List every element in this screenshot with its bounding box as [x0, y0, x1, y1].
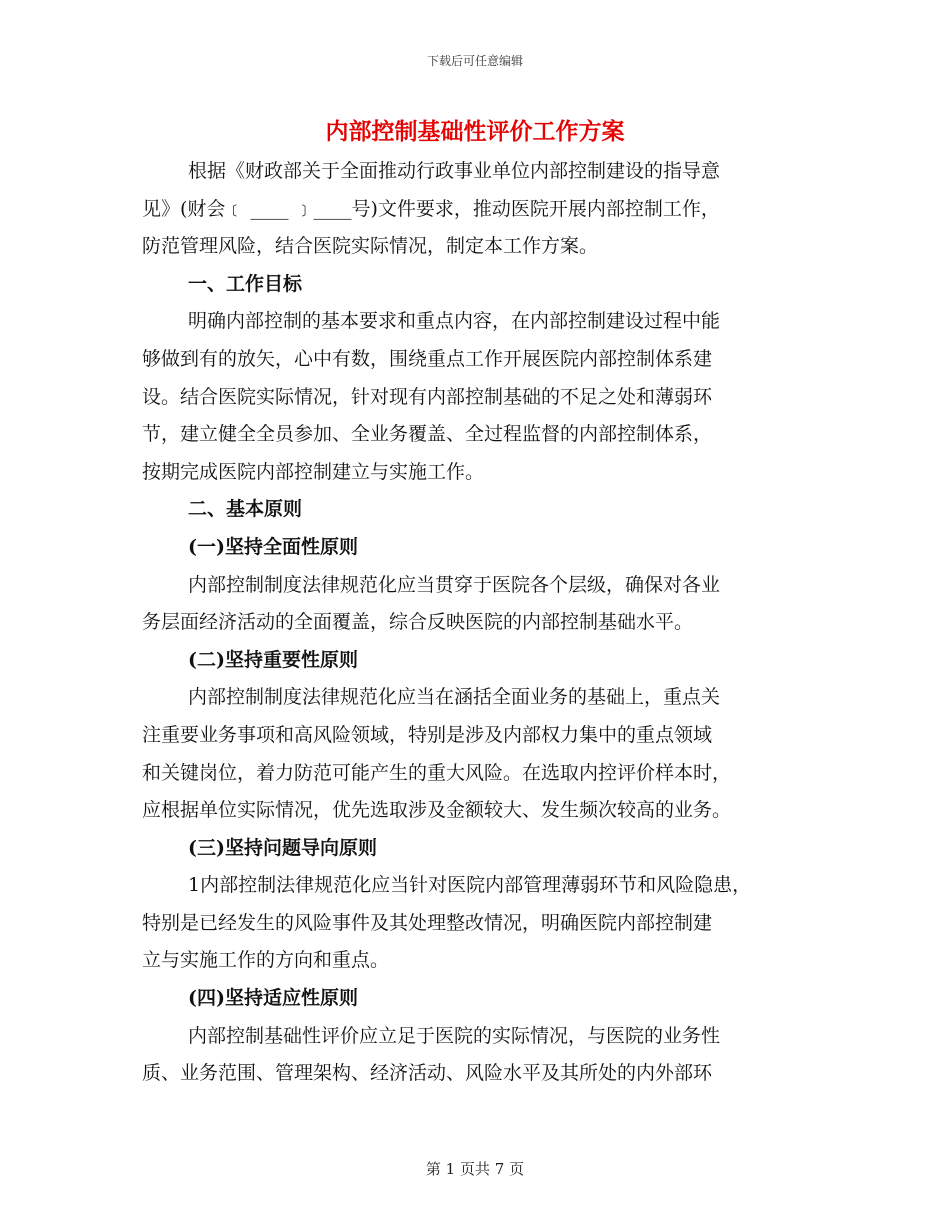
subsection-heading-importance: (二)坚持重要性原则: [188, 648, 358, 671]
text-line: 防范管理风险，结合医院实际情况，制定本工作方案。: [142, 235, 599, 258]
goals-paragraph: [142, 303, 808, 491]
text-line: 够做到有的放矢，心中有数，围绕重点工作开展医院内部控制体系建: [142, 347, 713, 370]
text-line: 内部控制制度法律规范化应当贯穿于医院各个层级，确保对各业: [188, 573, 721, 596]
section-heading-goals: 一、工作目标: [188, 272, 303, 295]
text-line: 见》(财会﹝ ____ ﹞____号)文件要求，推动医院开展内部控制工作，: [142, 197, 720, 220]
text-line: 按期完成医院内部控制建立与实施工作。: [142, 460, 485, 483]
page-header: 下载后可任意编辑: [426, 54, 523, 68]
importance-paragraph: [142, 679, 808, 829]
subsection-heading-adaptability: (四)坚持适应性原则: [188, 987, 358, 1010]
text-line: 务层面经济活动的全面覆盖，综合反映医院的内部控制基础水平。: [142, 611, 694, 634]
comprehensive-paragraph: [142, 567, 808, 642]
text-line: 明确内部控制的基本要求和重点内容，在内部控制建设过程中能: [188, 310, 721, 333]
page-footer: 第 1 页共 7 页: [425, 1160, 525, 1178]
text-line: 内部控制基础性评价应立足于医院的实际情况，与医院的业务性: [188, 1024, 721, 1047]
subsection-heading-problem-oriented: (三)坚持问题导向原则: [188, 836, 377, 859]
text-line: 根据《财政部关于全面推动行政事业单位内部控制建设的指导意: [188, 160, 721, 182]
text-line: 和关键岗位，着力防范可能产生的重大风险。在选取内控评价样本时，: [142, 761, 732, 784]
text-line: 1内部控制法律规范化应当针对医院内部管理薄弱环节和风险隐患，: [188, 874, 752, 897]
text-line: 内部控制制度法律规范化应当在涵括全面业务的基础上，重点关: [188, 686, 721, 709]
text-line: 节，建立健全全员参加、全业务覆盖、全过程监督的内部控制体系，: [142, 423, 713, 446]
problem-oriented-paragraph: [142, 867, 808, 980]
text-line: 特别是已经发生的风险事件及其处理整改情况，明确医院内部控制建: [142, 911, 713, 934]
document-title: 内部控制基础性评价工作方案: [325, 118, 625, 145]
document-body: [142, 153, 808, 1093]
adaptability-paragraph: [142, 1018, 808, 1093]
intro-paragraph: [142, 153, 808, 266]
subsection-heading-comprehensive: (一)坚持全面性原则: [188, 535, 358, 558]
text-line: 应根据单位实际情况，优先选取涉及金额较大、发生频次较高的业务。: [142, 799, 732, 822]
text-line: 设。结合医院实际情况，针对现有内部控制基础的不足之处和薄弱环: [142, 385, 713, 408]
section-heading-principles: 二、基本原则: [188, 498, 303, 521]
text-line: 注重要业务事项和高风险领域，特别是涉及内部权力集中的重点领域: [142, 723, 713, 746]
text-line: 质、业务范围、管理架构、经济活动、风险水平及其所处的内外部环: [142, 1062, 713, 1085]
text-line: 立与实施工作的方向和重点。: [142, 949, 390, 972]
